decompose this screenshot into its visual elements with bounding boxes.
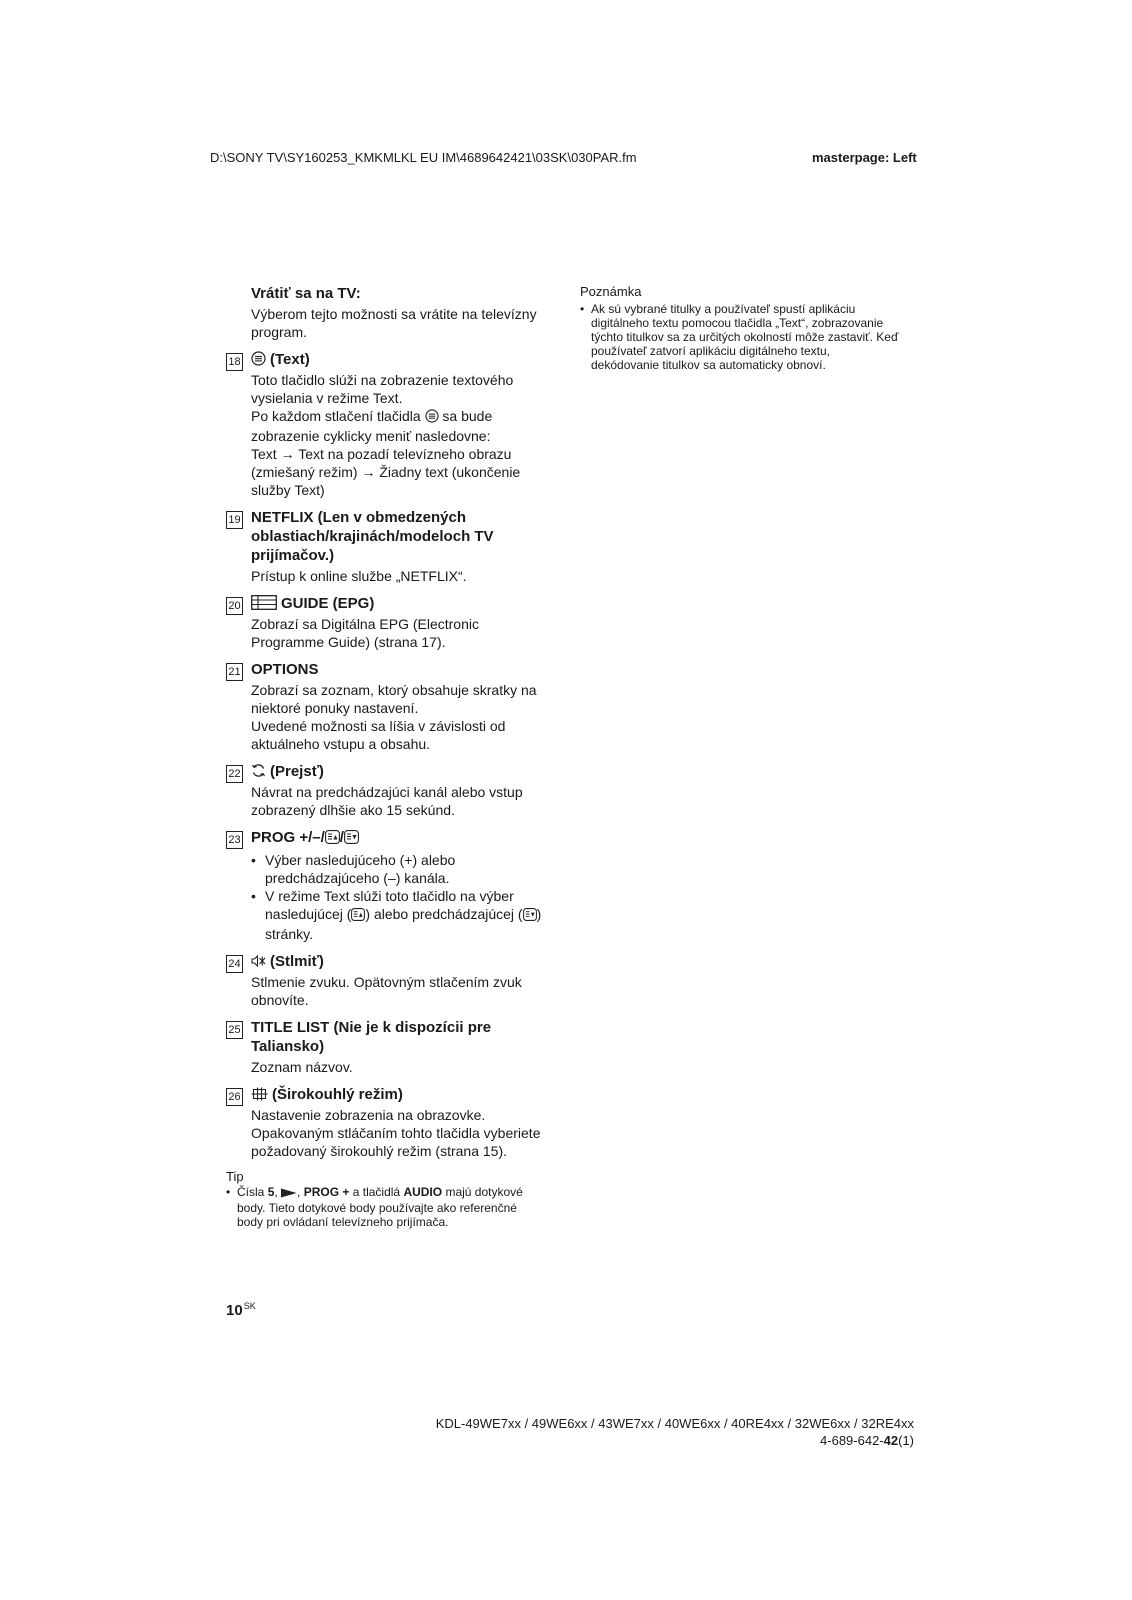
intro-body: Výberom tejto možnosti sa vrátite na televízny program. bbox=[251, 306, 537, 340]
entry-heading bbox=[251, 1085, 546, 1104]
entry-title: (Text) bbox=[270, 351, 310, 368]
entry-number: 20 bbox=[226, 597, 243, 615]
footer-code bbox=[820, 1433, 914, 1448]
entry-body bbox=[251, 851, 546, 943]
bullet-item bbox=[251, 887, 546, 943]
entry-body: Prístup k online službe „NETFLIX“. bbox=[251, 568, 467, 584]
entry-number: 23 bbox=[226, 831, 243, 849]
entry-body-text: Po každom stlačení tlačidla bbox=[251, 408, 421, 424]
note-body: • Ak sú vybrané titulky a používateľ spustí aplikáciu digitálneho textu pomocou tlačidla „Text“, zobrazovanie týchto titulkov sa za určitých okolností môže zastaviť. Keď používateľ zatvorí aplikáciu digitálneho textu, dekódovanie titulkov sa automaticky obnoví. bbox=[580, 302, 900, 372]
entry-heading bbox=[251, 350, 546, 369]
tip-text: Čísla bbox=[237, 1185, 265, 1199]
entry-title-list bbox=[226, 1018, 546, 1076]
tip-bold: 5 bbox=[267, 1185, 275, 1199]
entry-body: Stlmenie zvuku. Opätovným stlačením zvuk obnovíte. bbox=[251, 974, 522, 1008]
entry-number: 19 bbox=[226, 511, 243, 529]
tip-body bbox=[226, 1185, 546, 1229]
page-up-icon bbox=[351, 907, 365, 925]
entry-wide-mode bbox=[226, 1085, 546, 1160]
arrow-right-icon: → bbox=[361, 464, 376, 480]
header-file-path: D:\SONY TV\SY160253_KMKMLKL EU IM\4689642421\03SK\030PAR.fm bbox=[210, 150, 637, 165]
left-column bbox=[226, 284, 546, 1229]
entry-body-line: Zobrazí sa zoznam, ktorý obsahuje skratky na niektoré ponuky nastavení. bbox=[251, 682, 537, 716]
entry-number: 22 bbox=[226, 765, 243, 783]
entry-title: GUIDE (EPG) bbox=[281, 595, 375, 612]
footer-code-part: (1) bbox=[898, 1433, 914, 1448]
page-down-icon bbox=[523, 907, 537, 925]
entry-prog bbox=[226, 828, 546, 943]
entry-body-text: Text na pozadí televízneho obrazu (zmiešaný režim) bbox=[251, 446, 512, 480]
entry-title-sep: / bbox=[339, 829, 344, 846]
page-number-value: 10 bbox=[226, 1302, 243, 1319]
tip-title: Tip bbox=[226, 1169, 244, 1184]
tip-section bbox=[226, 1169, 546, 1229]
entry-body: Zobrazí sa Digitálna EPG (Electronic Programme Guide) (strana 17). bbox=[251, 616, 479, 650]
page-number bbox=[226, 1301, 256, 1319]
entry-guide bbox=[226, 594, 546, 651]
entry-title: (Prejsť) bbox=[270, 763, 324, 780]
wide-icon bbox=[251, 1087, 268, 1101]
entry-body: Návrat na predchádzajúci kanál alebo vstup zobrazený dlhšie ako 15 sekúnd. bbox=[251, 784, 523, 818]
entry-body-text: sa bude zobrazenie cyklicky meniť nasledovne: bbox=[251, 408, 493, 444]
entry-heading bbox=[251, 828, 546, 849]
entry-number: 18 bbox=[226, 353, 243, 371]
page-language: SK bbox=[243, 1301, 256, 1311]
footer-models: KDL-49WE7xx / 49WE6xx / 43WE7xx / 40WE6xx / 40RE4xx / 32WE6xx / 32RE4xx bbox=[435, 1416, 914, 1431]
right-column bbox=[580, 284, 900, 372]
entry-body bbox=[251, 1106, 546, 1160]
entry-title: (Širokouhlý režim) bbox=[272, 1086, 403, 1103]
entry-body bbox=[251, 371, 546, 499]
bullet-text: ) stránky. bbox=[265, 906, 542, 942]
page-up-icon bbox=[325, 830, 340, 849]
entry-body bbox=[251, 681, 546, 753]
entry-jump bbox=[226, 762, 546, 819]
entry-title: (Stlmiť) bbox=[270, 953, 324, 970]
entry-heading bbox=[251, 952, 546, 971]
guide-icon bbox=[251, 595, 277, 610]
entry-mute bbox=[226, 952, 546, 1009]
entry-number: 21 bbox=[226, 663, 243, 681]
entry-title: TITLE LIST (Nie je k dispozícii pre Taliansko) bbox=[251, 1019, 492, 1055]
entry-title: NETFLIX (Len v obmedzených oblastiach/krajinách/modeloch TV prijímačov.) bbox=[251, 509, 494, 564]
entry-text bbox=[226, 350, 546, 499]
header-masterpage: masterpage: Left bbox=[812, 150, 917, 165]
tip-bold: PROG + bbox=[303, 1185, 350, 1199]
entry-title: OPTIONS bbox=[251, 661, 319, 678]
entry-body-line: Nastavenie zobrazenia na obrazovke. bbox=[251, 1107, 486, 1123]
text-icon bbox=[425, 409, 439, 427]
entry-heading bbox=[251, 762, 546, 781]
entry-heading bbox=[251, 594, 546, 613]
footer-code-part: 4-689-642- bbox=[820, 1433, 884, 1448]
bullet-item: • Výber nasledujúceho (+) alebo predchádzajúceho (–) kanála. bbox=[251, 851, 546, 887]
page-down-icon bbox=[344, 830, 359, 849]
entry-body: Zoznam názvov. bbox=[251, 1059, 353, 1075]
jump-icon bbox=[251, 763, 266, 778]
tip-text: , bbox=[274, 1185, 282, 1199]
arrow-right-icon: → bbox=[280, 446, 295, 462]
entry-netflix bbox=[226, 508, 546, 585]
tip-bold: AUDIO bbox=[403, 1185, 443, 1199]
entry-body-line bbox=[251, 407, 546, 445]
entry-body-line: Toto tlačidlo slúži na zobrazenie textového vysielania v režime Text. bbox=[251, 372, 514, 406]
entry-title: PROG +/–/ bbox=[251, 829, 325, 846]
footer-code-bold: 42 bbox=[883, 1433, 899, 1448]
entry-number: 25 bbox=[226, 1021, 243, 1039]
note-title: Poznámka bbox=[580, 284, 642, 299]
entry-body-line bbox=[251, 445, 546, 499]
entry-body-text: Žiadny text (ukončenie služby Text) bbox=[251, 464, 521, 498]
tip-text: , bbox=[297, 1185, 304, 1199]
mute-icon bbox=[251, 954, 266, 968]
bullet-text: ) alebo predchádzajúcej ( bbox=[365, 906, 523, 922]
entry-body-line: Opakovaným stláčaním tohto tlačidla vyberiete požadovaný širokouhlý režim (strana 15). bbox=[251, 1125, 541, 1159]
text-icon bbox=[251, 351, 266, 366]
play-icon bbox=[281, 1187, 297, 1201]
entry-body-line: Uvedené možnosti sa líšia v závislosti od aktuálneho vstupu a obsahu. bbox=[251, 718, 506, 752]
entry-options bbox=[226, 660, 546, 753]
entry-body-text: Text bbox=[251, 446, 277, 462]
tip-text: a tlačidlá bbox=[349, 1185, 404, 1199]
tip-text: majú dotykové body. Tieto dotykové body používajte ako referenčné body pri ovládaní televízneho prijímača. bbox=[237, 1185, 523, 1229]
entry-number: 24 bbox=[226, 955, 243, 973]
bullet-text: V režime Text slúži toto tlačidlo na výber nasledujúcej ( bbox=[265, 888, 514, 922]
entry-number: 26 bbox=[226, 1088, 243, 1106]
intro-title: Vrátiť sa na TV: bbox=[251, 285, 361, 302]
intro-return-to-tv bbox=[226, 284, 546, 341]
